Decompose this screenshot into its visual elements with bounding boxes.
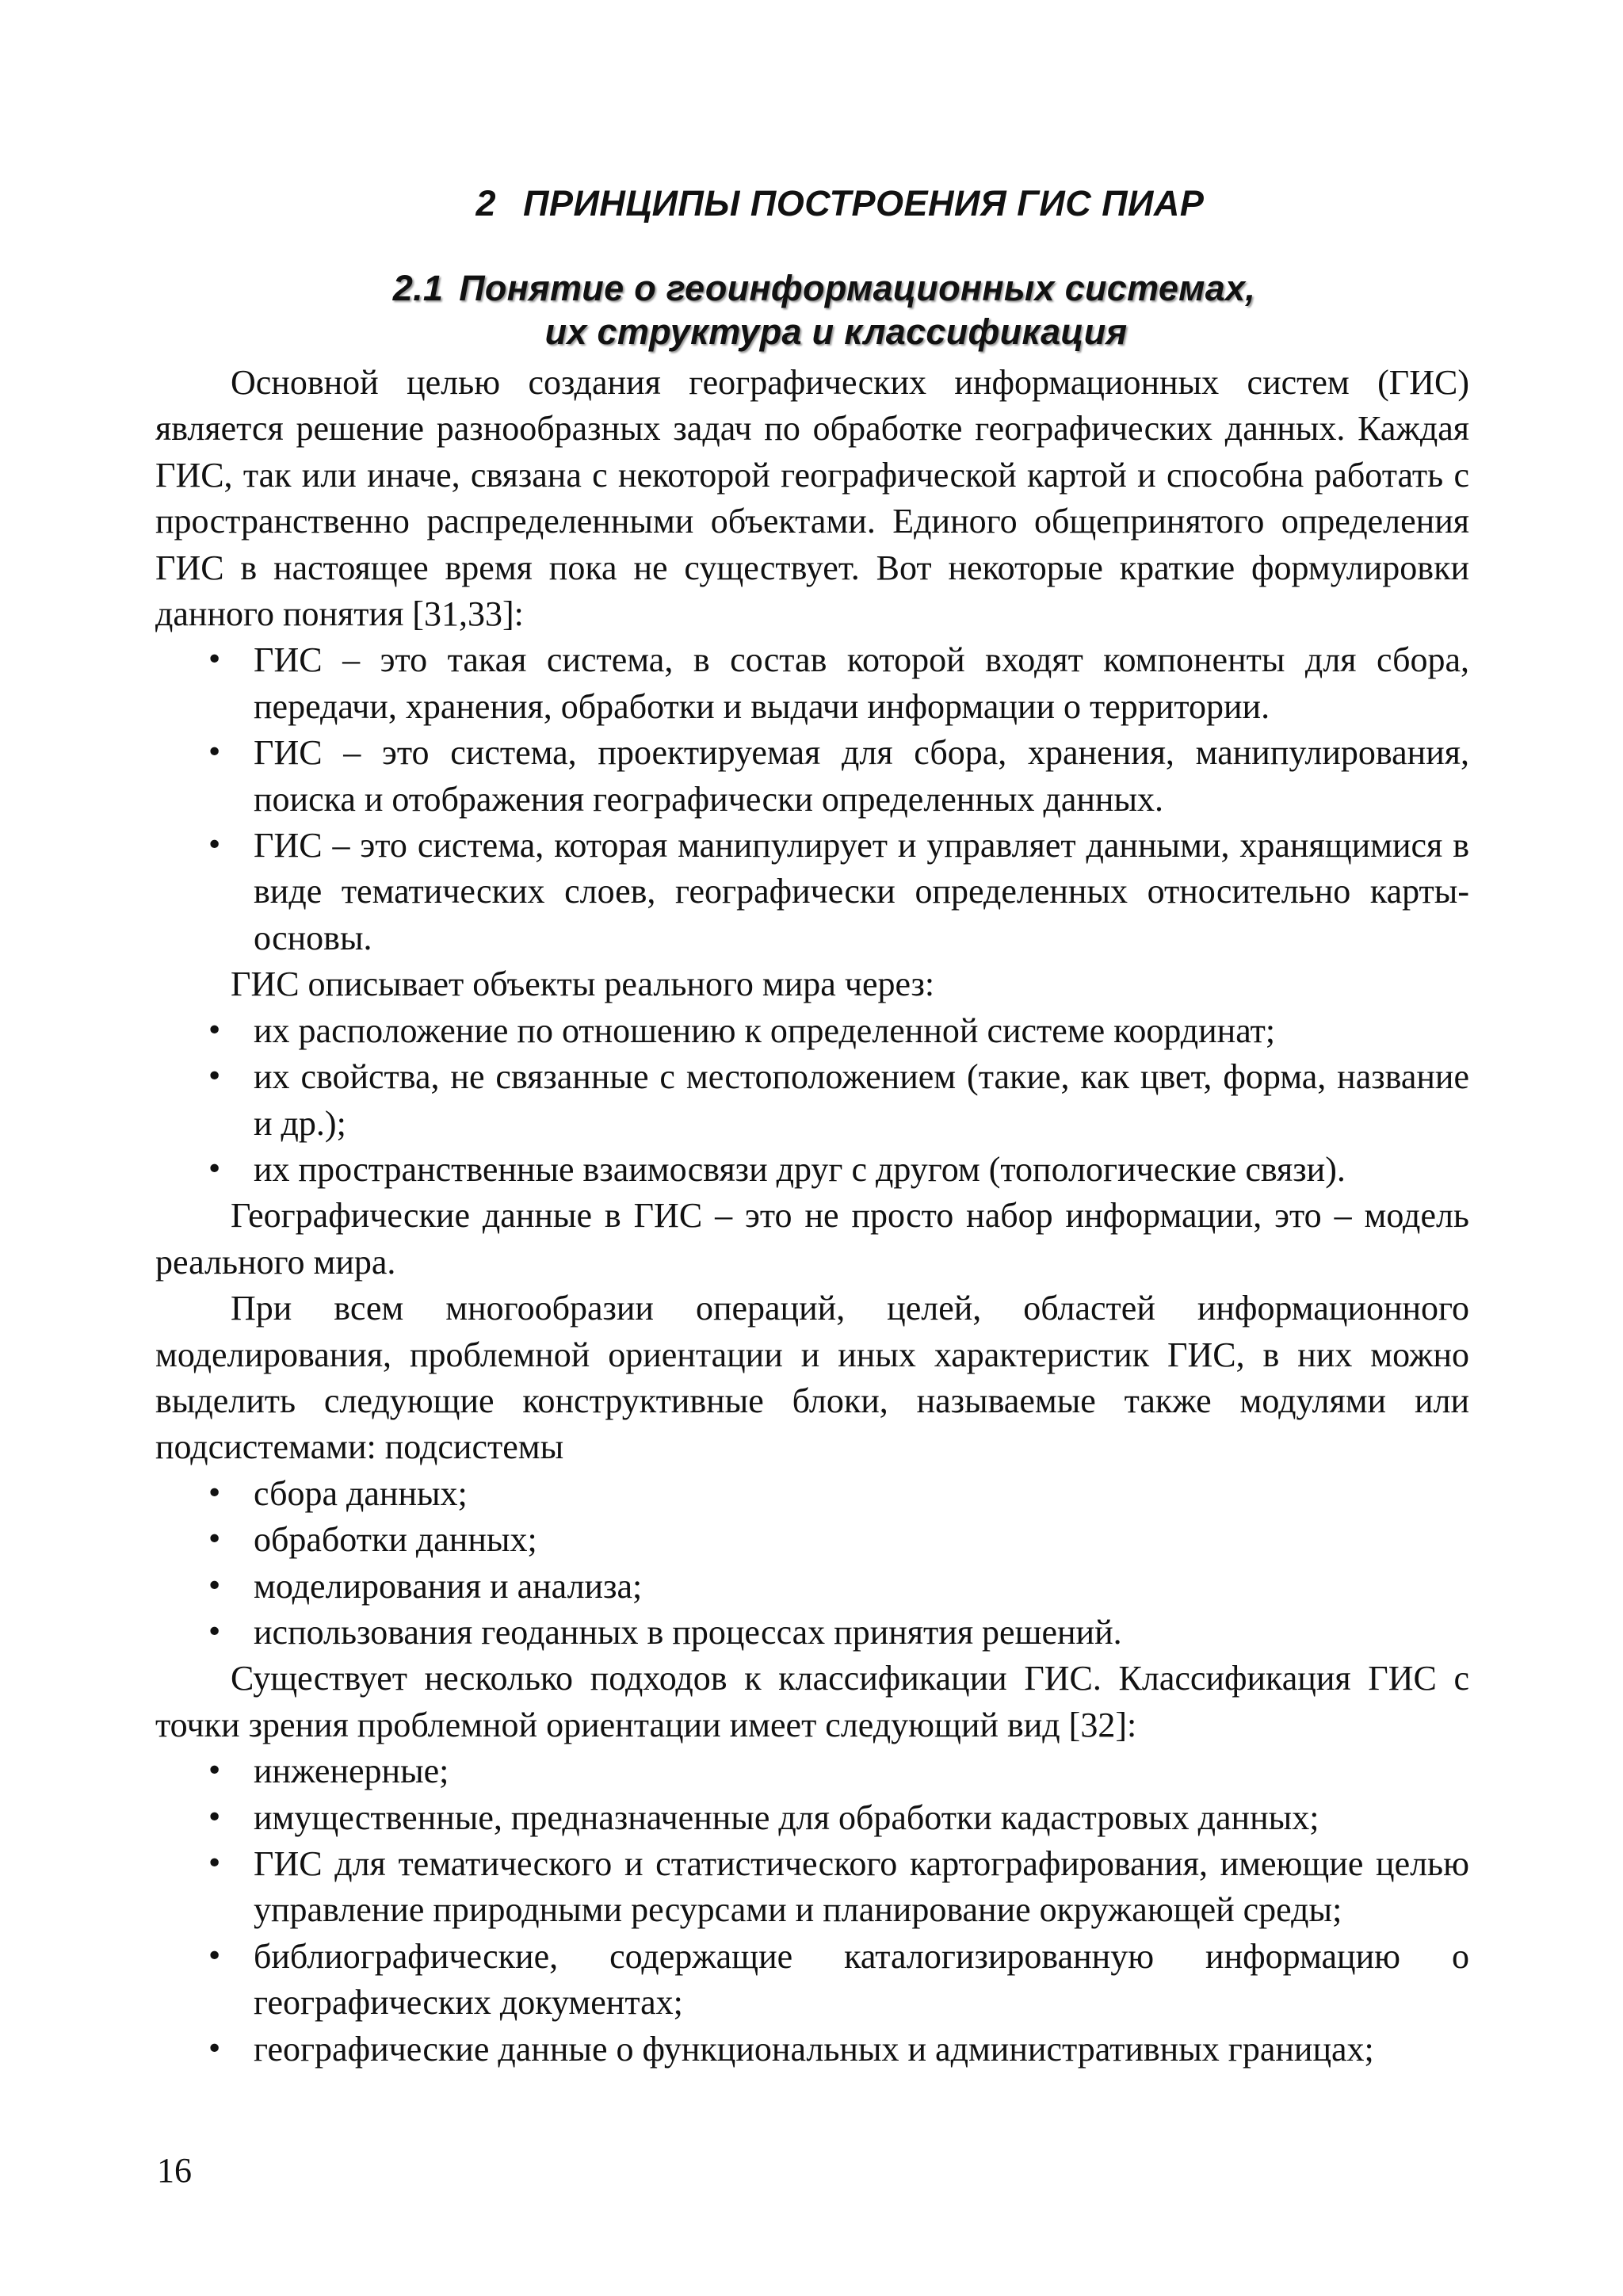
list-item [155,823,1469,961]
bullet-icon: • [206,1615,223,1648]
list-item-text: ГИС – это система, которая манипулирует и управляет данными, хранящимися в виде тематических слоев, географически определенных относительно карты-основы. [254,826,1469,957]
section-heading [155,266,1469,353]
paragraph-intro: Основной целью создания географических информационных систем (ГИС) является решение разнообразных задач по обработке географических данных. Каждая ГИС, так или иначе, связана с некоторой географической картой и способна работать с пространственно распределенными объектами. Единого общепринятого определения ГИС в настоящее время пока не существует. Вот некоторые краткие формулировки данного понятия [31,33]: [155,363,1469,634]
paragraph-geodata: Географические данные в ГИС – это не просто набор информации, это – модель реального мира. [155,1196,1469,1282]
objects-list [155,1008,1469,1194]
section-number: 2.1 [392,268,444,308]
list-item-text: обработки данных; [254,1520,537,1560]
list-item [155,1054,1469,1147]
page-content [155,181,1469,2073]
bullet-icon: • [206,1755,223,1788]
bullet-icon: • [206,2032,223,2065]
bullet-icon: • [206,1152,223,1186]
subsystems-list [155,1471,1469,1656]
section-title-line2: их структура и классификация [544,311,1128,352]
list-item-text: библиографические, содержащие каталогизированную информацию о географических документах; [254,1936,1469,2023]
list-item-text: ГИС – это система, проектируемая для сбора, хранения, манипулирования, поиска и отображения географически определенных данных. [254,733,1469,819]
chapter-title: ПРИНЦИПЫ ПОСТРОЕНИЯ ГИС ПИАР [523,183,1205,223]
list-item-text: инженерные; [254,1752,449,1791]
definitions-list [155,637,1469,961]
list-item [155,1610,1469,1656]
bullet-icon: • [206,1060,223,1094]
bullet-icon: • [206,644,223,677]
bullet-icon: • [206,1569,223,1603]
list-item [155,1748,1469,1794]
list-item [155,637,1469,730]
classification-list [155,1748,1469,2073]
list-item-text: сбора данных; [254,1473,468,1513]
paragraph-subsystems: При всем многообразии операций, целей, областей информационного моделирования, проблемной ориентации и иных характеристик ГИС, в них можно выделить следующие конструктивные блоки, называемые также модулями или подсистемами: подсистемы [155,1289,1469,1467]
bullet-icon: • [206,1477,223,1510]
list-item [155,1934,1469,2027]
chapter-heading [155,181,1469,227]
list-item-text: географические данные о функциональных и административных границах; [254,2029,1374,2069]
list-item [155,2027,1469,2073]
bullet-icon: • [206,1523,223,1557]
bullet-icon: • [206,1847,223,1880]
section-title-line1: Понятие о геоинформационных системах, [459,268,1256,308]
list-item [155,1841,1469,1934]
chapter-number: 2 [475,183,497,223]
bullet-icon: • [206,829,223,862]
list-item [155,1147,1469,1193]
list-item-text: моделирования и анализа; [254,1566,643,1606]
bullet-icon: • [206,736,223,770]
list-item-text: имущественные, предназначенные для обработки кадастровых данных; [254,1797,1319,1837]
bullet-icon: • [206,1801,223,1834]
list-item [155,1471,1469,1517]
list-item [155,1008,1469,1054]
list-item [155,1517,1469,1563]
list-item-text: ГИС – это такая система, в состав которой входят компоненты для сбора, передачи, хранения, обработки и выдачи информации о территории. [254,640,1469,726]
list-item [155,1795,1469,1841]
paragraph-classification: Существует несколько подходов к классификации ГИС. Классификация ГИС с точки зрения проблемной ориентации имеет следующий вид [32]: [155,1659,1469,1744]
list-item-text: их свойства, не связанные с местоположением (такие, как цвет, форма, название и др.); [254,1057,1469,1143]
bullet-icon: • [206,1014,223,1047]
bullet-icon: • [206,1939,223,1973]
list-item-text: использования геоданных в процессах принятия решений. [254,1612,1122,1652]
list-item-text: их пространственные взаимосвязи друг с другом (топологические связи). [254,1149,1346,1189]
page-number: 16 [157,2151,192,2190]
paragraph-objects: ГИС описывает объекты реального мира через: [231,965,935,1004]
list-item-text: ГИС для тематического и статистического картографирования, имеющие целью управление природными ресурсами и планирование окружающей среды; [254,1844,1469,1930]
list-item-text: их расположение по отношению к определенной системе координат; [254,1010,1276,1050]
list-item [155,730,1469,823]
list-item [155,1564,1469,1610]
